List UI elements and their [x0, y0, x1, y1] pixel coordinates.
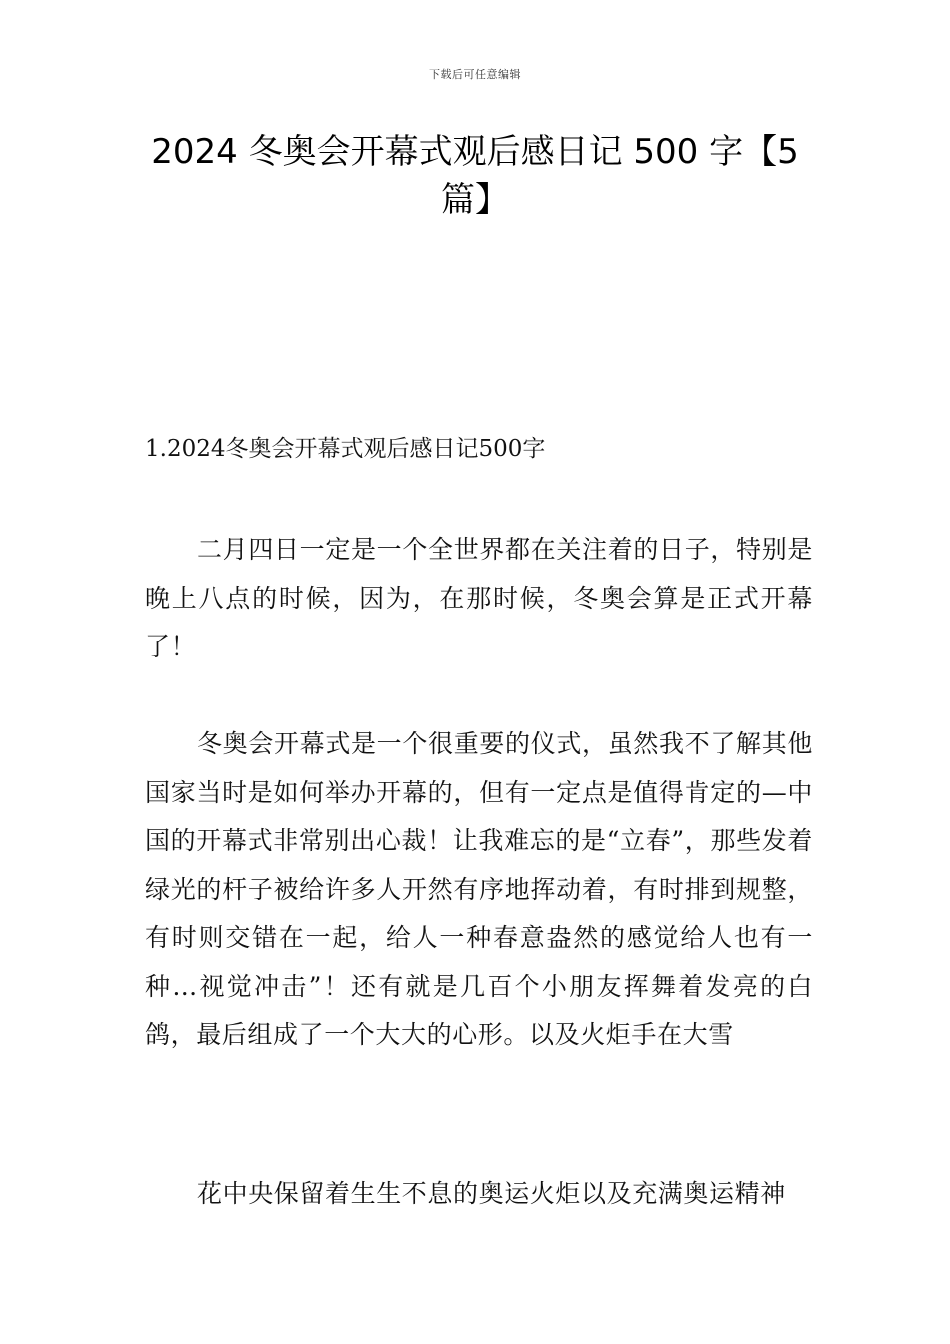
paragraph: 冬奥会开幕式是一个很重要的仪式，虽然我不了解其他国家当时是如何举办开幕的，但有一定点是值得肯定的—中国的开幕式非常别出心裁！让我难忘的是“立春”，那些发着绿光的杆子被给许多人开然有序地挥动着，有时排到规整，有时则交错在一起，给人一种春意盎然的感觉给人也有一种…视觉冲击”！还有就是几百个小朋友挥舞着发亮的白鸽，最后组成了一个大大的心形。以及火炬手在大雪	[145, 729, 813, 1049]
header-note: 下载后可任意编辑	[429, 68, 521, 81]
paragraph: 二月四日一定是一个全世界都在关注着的日子，特别是晚上八点的时候，因为，在那时候，冬奥会算是正式开幕了！	[145, 535, 813, 661]
paragraph: 花中央保留着生生不息的奥运火炬以及充满奥运精神	[197, 1179, 786, 1208]
document-title: 2024 冬奥会开幕式观后感日记 500 字【5 篇】	[151, 132, 799, 220]
section-heading: 1.2024冬奥会开幕式观后感日记500字	[145, 436, 546, 462]
